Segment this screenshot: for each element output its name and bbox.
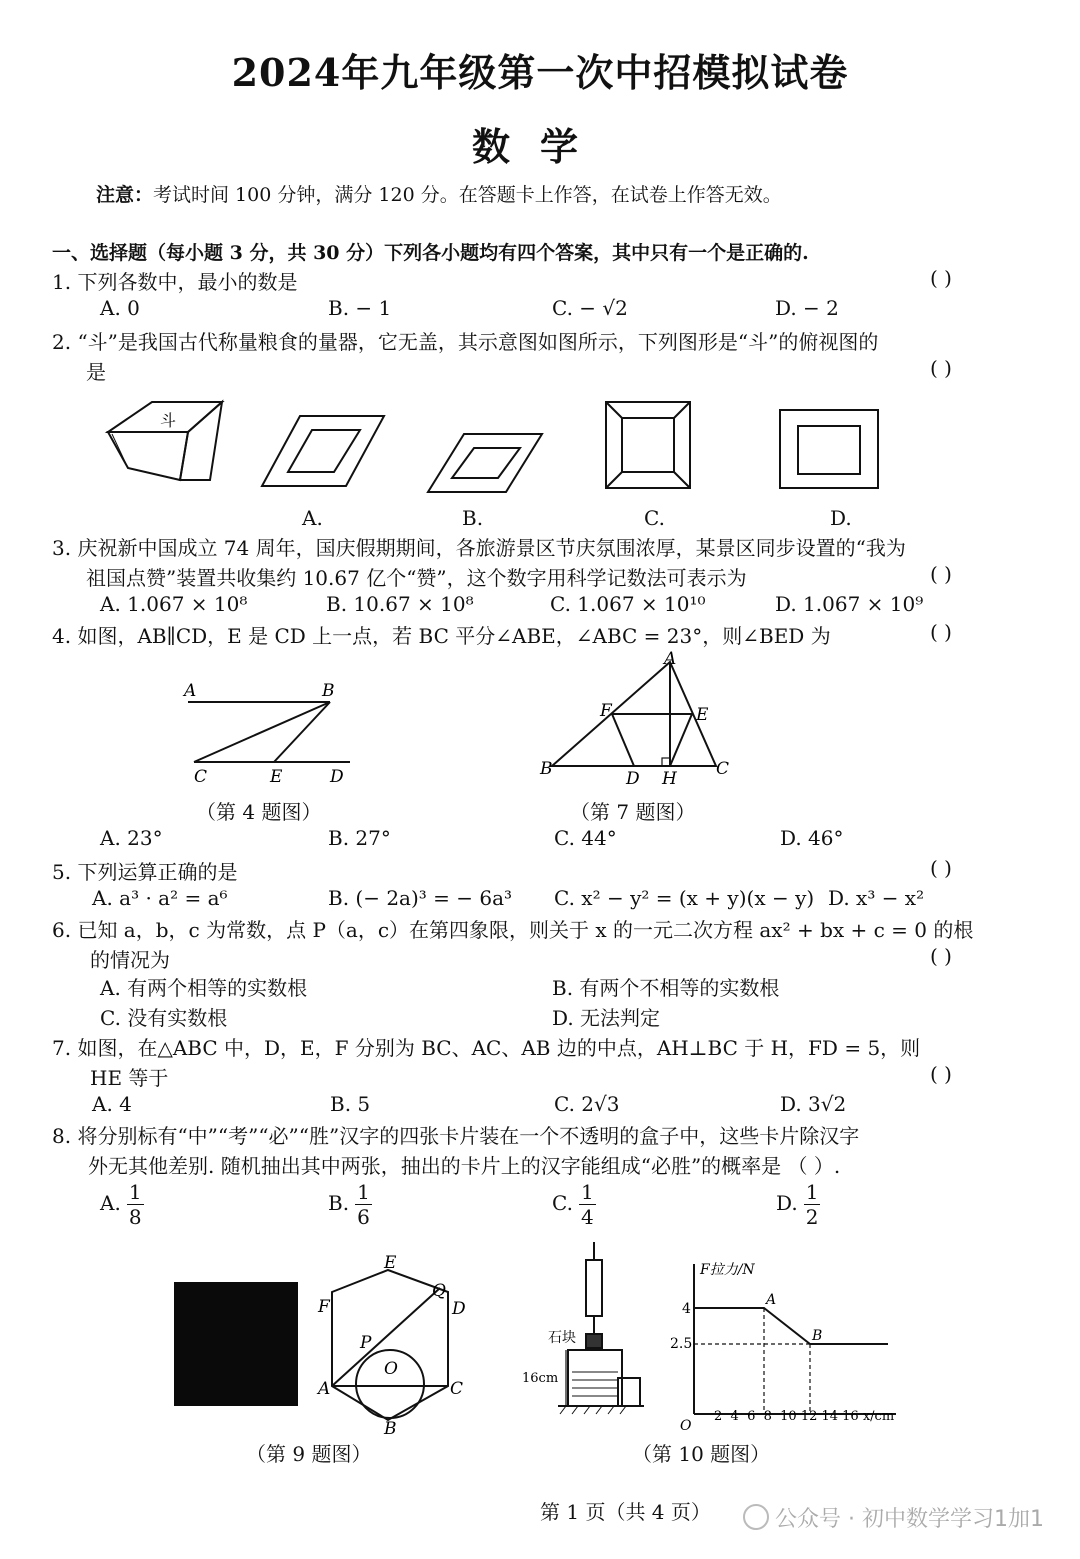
q1-stem: 1. 下列各数中，最小的数是 <box>52 270 298 294</box>
q7-option-c: C. 2√3 <box>554 1092 620 1116</box>
q4-answer-paren: ( ) <box>930 620 952 644</box>
q1-option-a: A. 0 <box>100 296 140 320</box>
q4-stem: 4. 如图，AB∥CD，E 是 CD 上一点，若 BC 平分∠ABE，∠ABC = 23°，则∠BED 为 <box>52 624 831 648</box>
f10-origin: O <box>680 1418 692 1434</box>
f4-label-c: C <box>194 767 208 787</box>
f4-label-a: A <box>184 681 197 701</box>
q2-label-a: A. <box>302 506 323 530</box>
q7-option-d: D. 3√2 <box>780 1092 847 1116</box>
q8-stem-line2: 外无其他差别. 随机抽出其中两张，抽出的卡片上的汉字能组成“必胜”的概率是 （ ）. <box>88 1154 841 1178</box>
q8-option-a: A. $\frac{1}{8}$ <box>100 1180 142 1229</box>
subject-title: 数学 <box>471 124 608 169</box>
q2-label-d: D. <box>830 506 852 530</box>
q3-stem-line2: 祖国点赞”装置共收集约 10.67 亿个“赞”，这个数字用科学记数法可表示为 <box>86 566 747 590</box>
q7-figure-caption: （第 7 题图） <box>570 800 696 824</box>
f9-label-d: D <box>452 1299 466 1319</box>
exam-title: 2024年九年级第一次中招模拟试卷 <box>231 50 849 95</box>
q4-option-d: D. 46° <box>780 826 844 850</box>
q6-stem-line2: 的情况为 <box>90 948 170 972</box>
q2-label-b: B. <box>462 506 484 530</box>
q2-stem-line2: 是 <box>86 360 106 384</box>
f4-label-d: D <box>330 767 344 787</box>
f10-y-tick-2-5: 2.5 <box>670 1336 693 1352</box>
q3-option-d: D. 1.067 × 10⁹ <box>775 592 924 616</box>
section-heading: 一、选择题（每小题 3 分，共 30 分）下列各小题均有四个答案，其中只有一个是正确的. <box>52 242 809 264</box>
f10-point-a: A <box>766 1292 777 1308</box>
q10-figure-caption: （第 10 题图） <box>632 1442 771 1466</box>
f7-label-h: H <box>662 769 677 789</box>
q6-option-b: B. 有两个不相等的实数根 <box>552 976 780 1000</box>
q6-answer-paren: ( ) <box>930 944 952 968</box>
f10-x-ticks: 2 4 6 8 10 12 14 16 x/cm <box>714 1409 895 1424</box>
q2-figure-a <box>262 416 384 486</box>
q2-figure-d <box>780 410 878 488</box>
q8-stem-line1: 8. 将分别标有“中”“考”“必”“胜”汉字的四张卡片装在一个不透明的盒子中，这些卡片除汉字 <box>52 1124 860 1148</box>
q8-option-d: D. $\frac{1}{2}$ <box>776 1180 819 1229</box>
wechat-icon <box>743 1504 769 1530</box>
q1-option-c: C. − √2 <box>552 296 628 320</box>
q7-stem-line2: HE 等于 <box>90 1066 169 1090</box>
f4-label-e: E <box>270 767 283 787</box>
q1-answer-paren: ( ) <box>930 266 952 290</box>
q4-option-c: C. 44° <box>554 826 617 850</box>
q5-option-b: B. (− 2a)³ = − 6a³ <box>328 886 513 910</box>
q5-option-d: D. x³ − x² <box>828 886 925 910</box>
exam-note: 注意：考试时间 100 分钟，满分 120 分。在答题卡上作答，在试卷上作答无效。 <box>96 184 782 206</box>
f10-y-axis-label: F拉力/N <box>700 1262 755 1278</box>
f9-label-q: Q <box>432 1281 446 1301</box>
figure-q7 <box>540 650 1080 790</box>
q5-stem: 5. 下列运算正确的是 <box>52 860 238 884</box>
q9-dark-photo <box>174 1282 298 1406</box>
q7-option-b: B. 5 <box>330 1092 371 1116</box>
figure-q4 <box>0 650 540 790</box>
q5-option-c: C. x² − y² = (x + y)(x − y) <box>554 886 815 910</box>
q4-option-b: B. 27° <box>328 826 391 850</box>
f9-label-p: P <box>360 1333 372 1353</box>
q3-option-c: C. 1.067 × 10¹⁰ <box>550 592 706 616</box>
q7-option-a: A. 4 <box>92 1092 132 1116</box>
f7-label-a: A <box>664 649 677 669</box>
q2-figure-c <box>606 402 690 488</box>
dou-label: 斗 <box>160 411 177 430</box>
f7-label-f: F <box>600 701 612 721</box>
f7-label-b: B <box>540 759 553 779</box>
q2-stem-line1: 2. “斗”是我国古代称量粮食的量器，它无盖，其示意图如图所示，下列图形是“斗”的俯视图的 <box>52 330 879 354</box>
q6-stem-line1: 6. 已知 a，b，c 为常数，点 P（a，c）在第四象限，则关于 x 的一元二次方程 ax² + bx + c = 0 的根 <box>52 918 974 942</box>
q4-figure-caption: （第 4 题图） <box>196 800 322 824</box>
f4-label-b: B <box>322 681 335 701</box>
f7-label-d: D <box>626 769 640 789</box>
f9-label-o: O <box>384 1359 398 1379</box>
q3-answer-paren: ( ) <box>930 562 952 586</box>
q3-option-b: B. 10.67 × 10⁸ <box>326 592 474 616</box>
f9-label-c: C <box>450 1379 464 1399</box>
f9-label-f: F <box>318 1297 330 1317</box>
page-number: 第 1 页（共 4 页） <box>540 1500 711 1524</box>
f9-label-a: A <box>318 1379 331 1399</box>
q2-figure-b <box>428 434 542 492</box>
f7-label-e: E <box>696 705 709 725</box>
figure-q9 <box>300 1250 500 1440</box>
q8-option-b: B. $\frac{1}{6}$ <box>328 1180 370 1229</box>
q6-option-c: C. 没有实数根 <box>100 1006 228 1030</box>
q2-label-c: C. <box>644 506 665 530</box>
q7-answer-paren: ( ) <box>930 1062 952 1086</box>
q7-stem-line1: 7. 如图，在△ABC 中，D，E，F 分别为 BC、AC、AB 边的中点，AH⊥BC 于 H，FD = 5，则 <box>52 1036 921 1060</box>
q4-option-a: A. 23° <box>100 826 163 850</box>
q2-figures <box>0 390 1080 530</box>
f10-height-label: 16cm <box>522 1371 559 1386</box>
q9-figure-caption: （第 9 题图） <box>246 1442 372 1466</box>
q1-option-b: B. − 1 <box>328 296 392 320</box>
figure-q10-apparatus <box>520 1238 650 1418</box>
f9-label-b: B <box>384 1419 397 1439</box>
f10-stone-label: 石块 <box>548 1330 576 1346</box>
q1-option-d: D. − 2 <box>775 296 839 320</box>
q6-option-d: D. 无法判定 <box>552 1006 661 1030</box>
watermark: 公众号 · 初中数学学习1加1 <box>743 1502 1044 1533</box>
q6-option-a: A. 有两个相等的实数根 <box>100 976 308 1000</box>
figure-q10-graph <box>660 1254 940 1434</box>
q8-option-c: C. $\frac{1}{4}$ <box>552 1180 594 1229</box>
f10-point-b: B <box>812 1328 823 1344</box>
q2-answer-paren: ( ) <box>930 356 952 380</box>
q5-answer-paren: ( ) <box>930 856 952 880</box>
f9-label-e: E <box>384 1253 397 1273</box>
f10-y-tick-4: 4 <box>682 1301 691 1317</box>
q3-option-a: A. 1.067 × 10⁸ <box>100 592 248 616</box>
q3-stem-line1: 3. 庆祝新中国成立 74 周年，国庆假期期间，各旅游景区节庆氛围浓厚，某景区同步设置的“我为 <box>52 536 906 560</box>
q5-option-a: A. a³ · a² = a⁶ <box>92 886 228 910</box>
f7-label-c: C <box>716 759 730 779</box>
